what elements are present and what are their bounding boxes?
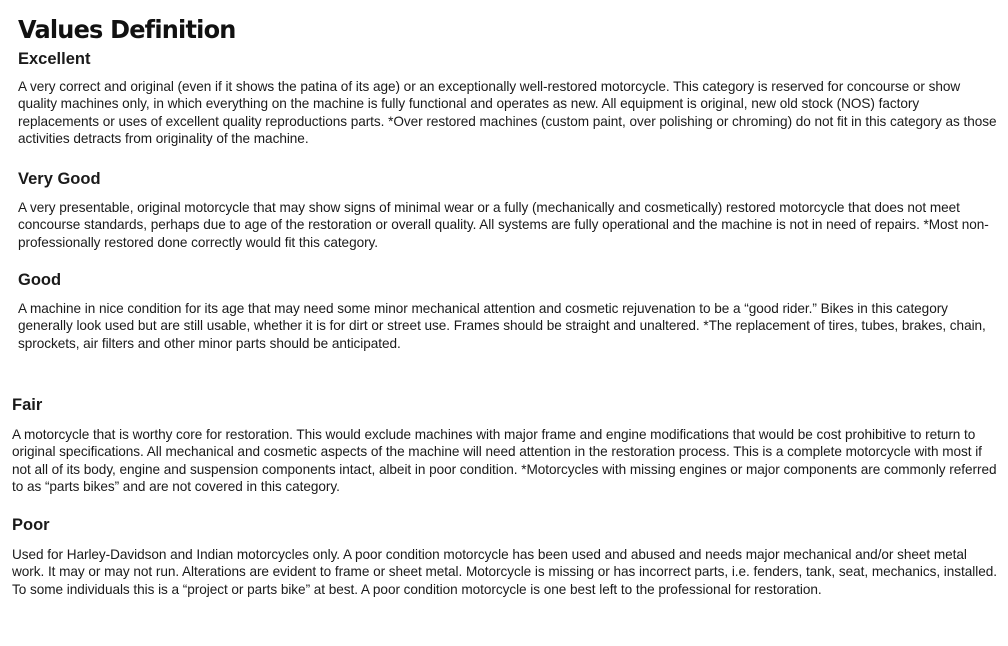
page-title: Values Definition xyxy=(18,15,236,45)
section-heading: Poor xyxy=(12,516,50,534)
section-body: A very presentable, original motorcycle that may show signs of minimal wear or a fully (mechanically and cosmetically) restored motorcycle that does not meet concourse standards, perhaps due to age of the restoration or overall quality. All systems are fully operational and the machine is not in need of repairs. *Most non-professionally restored done correctly would fit this category. xyxy=(18,200,989,250)
section-body: A very correct and original (even if it shows the patina of its age) or an exceptionally well-restored motorcycle. This category is reserved for concourse or show quality machines only, in which everything on the machine is fully functional and operates as new. All equipment is original, new old stock (NOS) factory replacements or uses of excellent quality reproductions parts. *Over restored machines (custom paint, over polishing or chroming) do not fit in this category as those activities detracts from originality of the machine. xyxy=(18,79,997,147)
section-heading: Very Good xyxy=(18,170,101,188)
section-heading: Fair xyxy=(12,396,43,414)
section-fair xyxy=(12,395,997,496)
section-poor xyxy=(12,515,997,598)
section-body: Used for Harley-Davidson and Indian motorcycles only. A poor condition motorcycle has been used and abused and needs major mechanical and/or sheet metal work. It may or may not run. Alterations are evident to frame or sheet metal. Motorcycle is missing or has incorrect parts, i.e. fenders, tank, seat, mechanics, installed. To some individuals this is a “project or parts bike” at best. A poor condition motorcycle is one best left to the professional for restoration. xyxy=(12,547,997,597)
section-good xyxy=(18,270,998,352)
section-heading: Excellent xyxy=(18,50,91,68)
section-heading: Good xyxy=(18,271,62,289)
section-body: A motorcycle that is worthy core for restoration. This would exclude machines with major frame and engine modifications that would be cost prohibitive to return to original specifications. All mechanical and cosmetic aspects of the machine will need attention in the restoration process. This is a complete motorcycle with most if not all of its body, engine and suspension components intact, albeit in poor condition. *Motorcycles with missing engines or major components are commonly referred to as “parts bikes” and are not covered in this category. xyxy=(12,427,997,495)
section-body: A machine in nice condition for its age that may need some minor mechanical attention and cosmetic rejuvenation to be a “good rider.” Bikes in this category generally look used but are still usable, whether it is for dirt or street use. Frames should be straight and unaltered. *The replacement of tires, tubes, brakes, chain, sprockets, air filters and other minor parts should be anticipated. xyxy=(18,301,986,351)
section-excellent xyxy=(18,49,998,148)
section-very-good xyxy=(18,169,998,251)
